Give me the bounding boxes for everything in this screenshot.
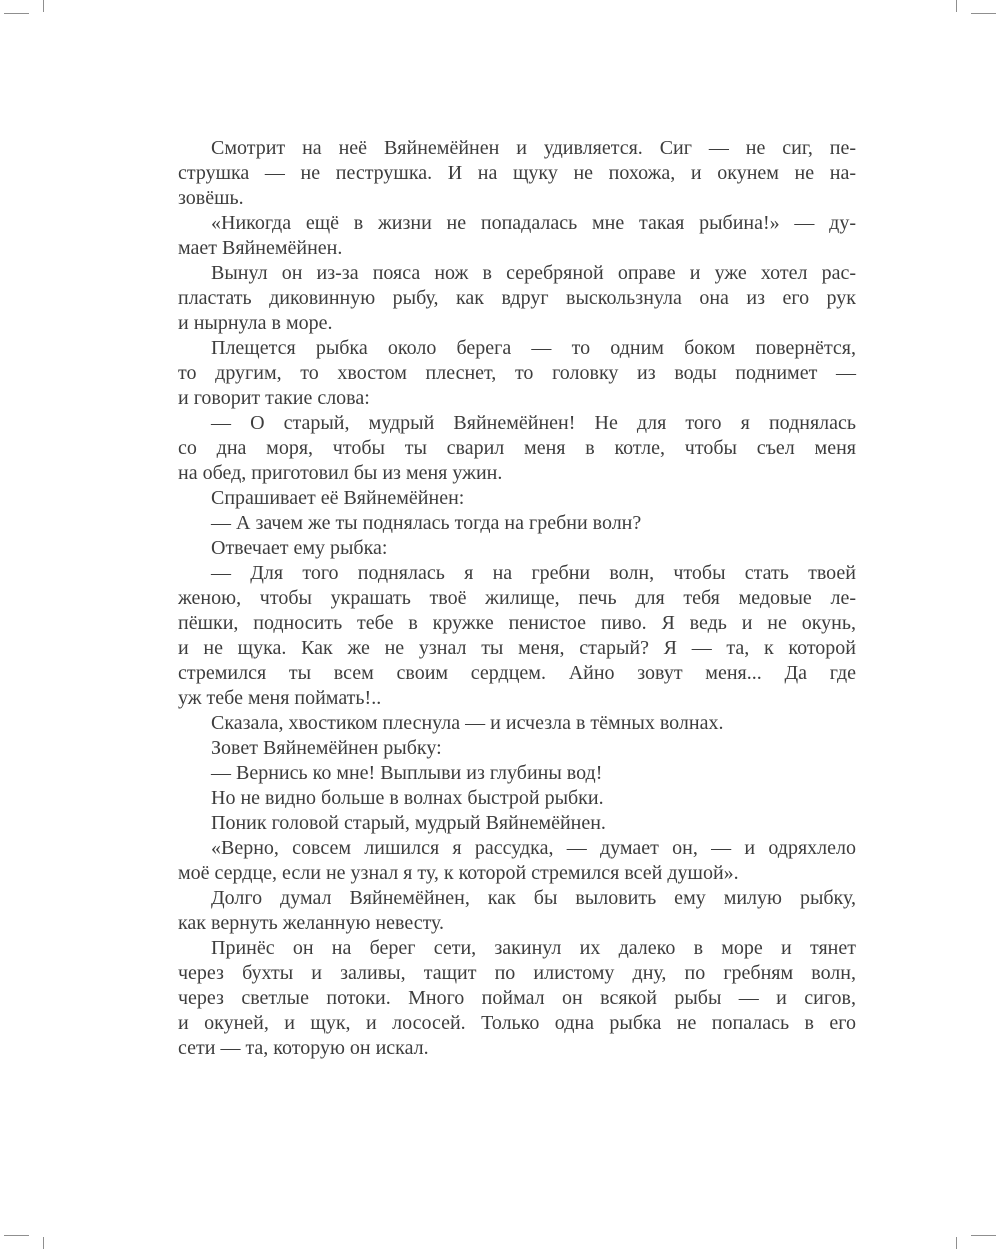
paragraph	[178, 211, 856, 261]
text-line: как вернуть желанную невесту.	[178, 912, 445, 934]
text-line: пластать диковинную рыбу, как вдруг выскользнула она из его рук	[178, 287, 856, 309]
text-line: — Для того поднялась я на гребни волн, чтобы стать твоей	[211, 562, 856, 584]
text-line: Вынул он из-за пояса нож в серебряной оправе и уже хотел рас-	[211, 262, 856, 284]
text-line: — Вернись ко мне! Выплыви из глубины вод!	[211, 762, 603, 784]
text-line: и окуней, и щук, и лососей. Только одна рыбка не попалась в его	[178, 1012, 856, 1034]
crop-mark-top-right-vertical	[956, 0, 957, 12]
text-line: то другим, то хвостом плеснет, то головку из воды поднимет —	[178, 362, 856, 384]
paragraph	[178, 811, 856, 836]
text-line: — О старый, мудрый Вяйнемёйнен! Не для того я поднялась	[211, 412, 856, 434]
text-line: Сказала, хвостиком плеснула — и исчезла в тёмных волнах.	[211, 712, 724, 734]
paragraph	[178, 536, 856, 561]
text-line: и не щука. Как же не узнал ты меня, старый? Я — та, к которой	[178, 637, 856, 659]
text-line: Зовет Вяйнемёйнен рыбку:	[211, 737, 442, 759]
paragraph	[178, 336, 856, 411]
paragraph	[178, 261, 856, 336]
paragraph	[178, 886, 856, 936]
paragraph	[178, 511, 856, 536]
text-line: — А зачем же ты поднялась тогда на гребни волн?	[211, 512, 642, 534]
text-line: «Верно, совсем лишился я рассудка, — думает он, — и одряхлело	[211, 837, 856, 859]
crop-mark-top-left-horizontal	[4, 13, 29, 14]
text-line: Смотрит на неё Вяйнемёйнен и удивляется. Сиг — не сиг, пе-	[211, 137, 856, 159]
paragraph	[178, 761, 856, 786]
text-line: сети — та, которую он искал.	[178, 1037, 429, 1059]
crop-mark-bottom-right-vertical	[956, 1237, 957, 1249]
paragraph	[178, 736, 856, 761]
text-line: пёшки, подносить тебе в кружке пенистое пиво. Я ведь и не окунь,	[178, 612, 856, 634]
paragraph	[178, 836, 856, 886]
crop-mark-top-right-horizontal	[971, 13, 996, 14]
text-line: Спрашивает её Вяйнемёйнен:	[211, 487, 465, 509]
text-line: со дна моря, чтобы ты сварил меня в котле, чтобы съел меня	[178, 437, 856, 459]
text-line: через светлые потоки. Много поймал он всякой рыбы — и сигов,	[178, 987, 856, 1009]
text-line: женою, чтобы украшать твоё жилище, печь для тебя медовые ле-	[178, 587, 856, 609]
text-line: и говорит такие слова:	[178, 387, 370, 409]
text-line: и нырнула в море.	[178, 312, 333, 334]
text-line: стремился ты всем своим сердцем. Айно зовут меня... Да где	[178, 662, 856, 684]
text-line: Отвечает ему рыбка:	[211, 537, 388, 559]
paragraph	[178, 486, 856, 511]
text-line: «Никогда ещё в жизни не попадалась мне такая рыбина!» — ду-	[211, 212, 856, 234]
paragraph	[178, 936, 856, 1061]
crop-mark-bottom-left-vertical	[43, 1237, 44, 1249]
paragraph	[178, 711, 856, 736]
text-line: на обед, приготовил бы из меня ужин.	[178, 462, 503, 484]
text-block	[178, 136, 856, 1061]
text-line: через бухты и заливы, тащит по илистому дну, по гребням волн,	[178, 962, 856, 984]
text-line: Принёс он на берег сети, закинул их далеко в море и тянет	[211, 937, 856, 959]
crop-mark-bottom-right-horizontal	[971, 1235, 996, 1236]
paragraph	[178, 786, 856, 811]
paragraph	[178, 561, 856, 711]
crop-mark-top-left-vertical	[43, 0, 44, 12]
text-line: Долго думал Вяйнемёйнен, как бы выловить ему милую рыбку,	[211, 887, 856, 909]
text-line: зовёшь.	[178, 187, 244, 209]
text-line: моё сердце, если не узнал я ту, к которой стремился всей душой».	[178, 862, 739, 884]
paragraph	[178, 136, 856, 211]
text-line: Поник головой старый, мудрый Вяйнемёйнен.	[211, 812, 606, 834]
text-line: уж тебе меня поймать!..	[178, 687, 382, 709]
crop-mark-bottom-left-horizontal	[4, 1235, 29, 1236]
text-line: мает Вяйнемёйнен.	[178, 237, 343, 259]
text-line: Но не видно больше в волнах быстрой рыбки.	[211, 787, 604, 809]
text-line: Плещется рыбка около берега — то одним боком повернётся,	[211, 337, 856, 359]
text-line: струшка — не пеструшка. И на щуку не похожа, и окунем не на-	[178, 162, 856, 184]
paragraph	[178, 411, 856, 486]
